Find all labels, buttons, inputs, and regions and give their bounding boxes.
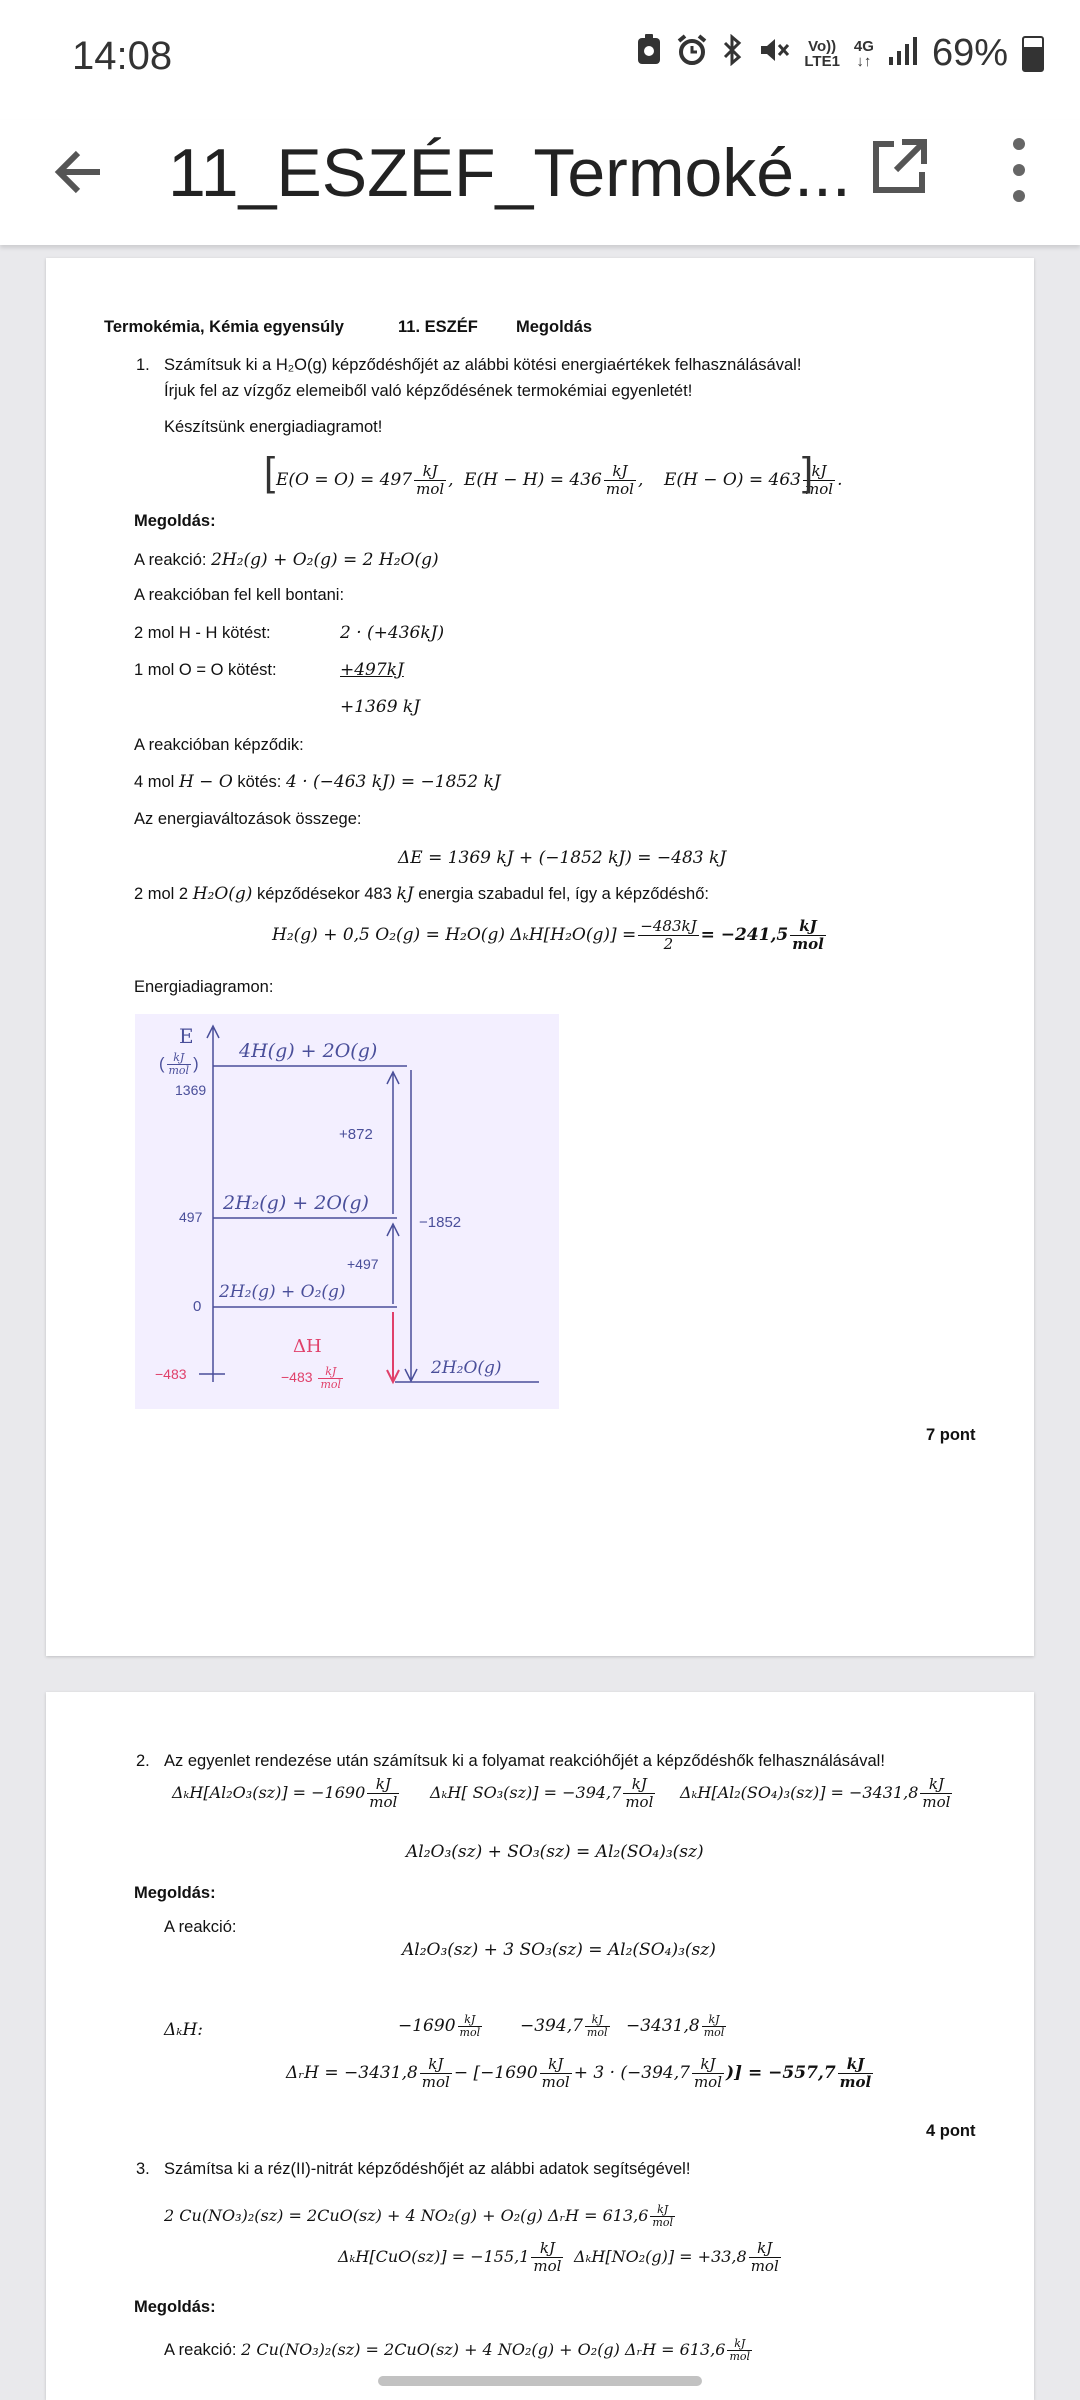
gesture-handle[interactable]	[378, 2376, 702, 2386]
q1-text-line2: Írjuk fel az vízgőz elemeiből való képződésének termokémiai egyenletét!	[164, 382, 693, 400]
points-q1: 7 pont	[926, 1426, 976, 1444]
more-options-icon[interactable]	[1004, 138, 1034, 202]
header-class: 11. ESZÉF	[398, 318, 478, 336]
q2-data-al2so43: ΔₖH[Al₂(SO₄)₃(sz)] = −3431,8 $\frac{kJ}{\text{mol}}$	[680, 1775, 951, 1811]
diagram-y-1369: 1369	[175, 1082, 207, 1098]
q1-number: 1.	[136, 356, 150, 374]
final-equation: H₂(g) + 0,5 O₂(g) = H₂O(g) ΔₖH[H₂O(g)] = $\frac{-483kJ}{2}$ = −241,5 $\frac{kJ}{\text{mol}}$	[272, 917, 824, 953]
diagram-level-product: 2H₂O(g)	[431, 1358, 502, 1378]
sum-label: Az energiaváltozások összege:	[134, 810, 362, 828]
q3-equation: 2 Cu(NO₃)₂(sz) = 2CuO(sz) + 4 NO₂(g) + O₂(g) ΔᵣH = 613,6 $\frac{kJ}{\text{mol}}$	[164, 2203, 673, 2229]
q3-text: Számítsa ki a réz(II)-nitrát képződéshőjét az alábbi adatok segítségével!	[164, 2160, 691, 2178]
q2-data-so3: ΔₖH[ SO₃(sz)] = −394,7 $\frac{kJ}{\text{mol}}$	[430, 1775, 654, 1811]
status-time: 14:08	[72, 34, 173, 78]
alarm-icon	[676, 34, 708, 74]
diagram-dh-label: ΔH	[293, 1336, 322, 1357]
q2-dh-al2so43: −3431,8 $\frac{kJ}{\text{mol}}$	[626, 2013, 725, 2039]
diagram-label: Energiadiagramon:	[134, 978, 274, 996]
q3-number: 3.	[136, 2160, 150, 2178]
app-bar	[0, 120, 1080, 245]
back-arrow-icon[interactable]	[50, 142, 110, 202]
diagram-unit: ( $\frac{kJ}{\text{mol}}$ )	[159, 1051, 199, 1077]
energy-diagram-image	[135, 1014, 559, 1409]
points-q2: 4 pont	[926, 2122, 976, 2140]
q2-dh-label: ΔₖH:	[164, 2020, 204, 2040]
bracket-right: ]	[802, 450, 814, 494]
solution-label: Megoldás:	[134, 512, 216, 530]
q3-solution-reaction: A reakció: 2 Cu(NO₃)₂(sz) = 2CuO(sz) + 4 NO₂(g) + O₂(g) ΔᵣH = 613,6 $\frac{kJ}{\text{mol}}$	[164, 2337, 751, 2363]
volte-icon: Vo)) LTE1	[804, 37, 840, 70]
diagram-arrow-872: +872	[339, 1126, 373, 1143]
diagram-y-0: 0	[193, 1298, 202, 1315]
q1-text-line3: Készítsünk energiadiagramot!	[164, 418, 383, 436]
q2-solution-label: Megoldás:	[134, 1884, 216, 1902]
bluetooth-icon	[722, 34, 744, 74]
delta-e-equation: ΔE = 1369 kJ + (−1852 kJ) = −483 kJ	[398, 848, 727, 868]
battery-percent: 69%	[931, 32, 1008, 74]
form-label: A reakcióban képződik:	[134, 736, 304, 754]
oo-bond-label: 1 mol O = O kötést:	[134, 661, 277, 679]
bond-energy-ho: E(H − O) = 463 $\frac{kJ}{\text{mol}}$ .	[664, 462, 843, 498]
mute-icon	[758, 34, 790, 74]
hh-bond-label: 2 mol H - H kötést:	[134, 624, 271, 642]
q2-dh-so3: −394,7 $\frac{kJ}{\text{mol}}$	[520, 2013, 608, 2039]
diagram-level-top: 4H(g) + 2O(g)	[239, 1040, 378, 1062]
document-title: 11_ESZÉF_Termoké...	[168, 135, 851, 211]
diagram-y-neg483: −483	[155, 1366, 187, 1382]
bracket-left: [	[264, 450, 276, 494]
header-topic: Termokémia, Kémia egyensúly	[104, 318, 344, 336]
status-icons	[636, 32, 1044, 75]
q3-solution-label: Megoldás:	[134, 2298, 216, 2316]
header-solution: Megoldás	[516, 318, 593, 336]
reaction-row: A reakció: 2H₂(g) + O₂(g) = 2 H₂O(g)	[134, 550, 439, 570]
signal-icon	[888, 35, 918, 73]
pdf-page-1	[46, 258, 1034, 1656]
diagram-level-mid: 2H₂(g) + 2O(g)	[223, 1192, 369, 1214]
pdf-page-2	[46, 1692, 1034, 2400]
q3-data-no2: ΔₖH[NO₂(g)] = +33,8 $\frac{kJ}{\text{mol}}$	[574, 2239, 779, 2275]
ho-bond-row: 4 mol H − O kötés: 4 · (−463 kJ) = −1852 kJ	[134, 772, 501, 792]
q1-text-line1: Számítsuk ki a H₂O(g) képződéshőjét az alábbi kötési energiaértékek felhasználásával!	[164, 356, 802, 374]
diagram-level-low: 2H₂(g) + O₂(g)	[219, 1282, 346, 1302]
q2-reaction-label: A reakció:	[164, 1918, 237, 1936]
hh-bond-value: 2 · (+436kJ)	[340, 623, 445, 643]
q2-balanced-equation: Al₂O₃(sz) + 3 SO₃(sz) = Al₂(SO₄)₃(sz)	[402, 1940, 716, 1960]
q2-text: Az egyenlet rendezése után számítsuk ki a folyamat reakcióhőjét a képződéshők felhasználásával!	[164, 1752, 885, 1770]
oo-bond-value: +497kJ	[340, 660, 404, 680]
diagram-arrow-497: +497	[347, 1256, 379, 1272]
q2-dh-al2o3: −1690 $\frac{kJ}{\text{mol}}$	[398, 2013, 481, 2039]
open-external-icon[interactable]	[868, 136, 930, 198]
bond-energy-hh: E(H − H) = 436 $\frac{kJ}{\text{mol}}$ ,	[464, 462, 644, 498]
q2-data-al2o3: ΔₖH[Al₂O₃(sz)] = −1690 $\frac{kJ}{\text{mol}}$	[172, 1775, 398, 1811]
diagram-axis-e: E	[179, 1024, 194, 1048]
diagram-arrow-1852: −1852	[419, 1214, 462, 1231]
q2-number: 2.	[136, 1752, 150, 1770]
battery-icon	[1022, 36, 1044, 72]
release-row: 2 mol 2 H₂O(g) képződésekor 483 kJ energia szabadul fel, így a képződéshő:	[134, 884, 709, 904]
status-bar	[0, 0, 1080, 120]
q2-equation: Al₂O₃(sz) + SO₃(sz) = Al₂(SO₄)₃(sz)	[406, 1842, 704, 1862]
screenshot-icon	[636, 34, 662, 74]
break-sum: +1369 kJ	[340, 697, 421, 717]
break-label: A reakcióban fel kell bontani:	[134, 586, 345, 604]
q3-data-cuo: ΔₖH[CuO(sz)] = −155,1 $\frac{kJ}{\text{mol}}$	[338, 2239, 562, 2275]
network-4g-icon: 4G ↓↑	[853, 37, 874, 70]
bond-energy-oo: E(O = O) = 497 $\frac{kJ}{\text{mol}}$ ,	[276, 462, 454, 498]
diagram-y-497: 497	[179, 1209, 203, 1225]
diagram-dh-value: −483 $\frac{kJ}{\text{mol}}$	[281, 1365, 342, 1391]
q2-calculation: ΔᵣH = −3431,8 $\frac{kJ}{\text{mol}}$ − [−1690 $\frac{kJ}{\text{mol}}$ + 3 · (−394,7 $\frac{kJ}{\text{mol}}$ )] = −557,7 $\frac{kJ}{\text{mol}}$	[286, 2055, 872, 2091]
